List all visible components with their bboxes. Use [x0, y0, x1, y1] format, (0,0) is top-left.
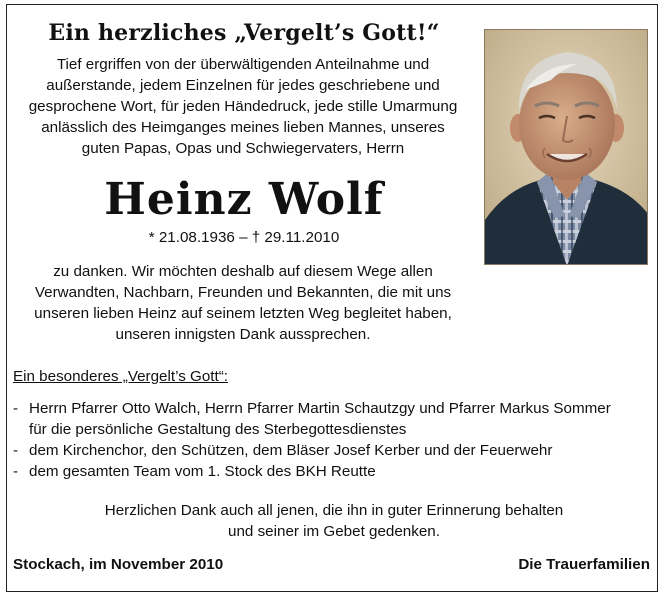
- thanks-paragraph: [12, 261, 474, 345]
- thanks-line: unseren lieben Heinz auf seinem letzten Weg begleitet haben,: [34, 305, 452, 322]
- list-dash: -: [13, 463, 19, 480]
- intro-paragraph: [12, 54, 474, 159]
- intro-line: gesprochene Wort, für jeden Händedruck, jede stille Umarmung: [28, 98, 458, 115]
- portrait-illustration: [485, 30, 648, 265]
- signature: Die Trauerfamilien: [518, 556, 650, 573]
- intro-line: anlässlich des Heimganges meines lieben Mannes, unseres: [41, 119, 445, 136]
- life-dates: * 21.08.1936 – † 29.11.2010: [148, 229, 340, 246]
- list-item: [13, 398, 653, 440]
- place-and-date: Stockach, im November 2010: [13, 556, 224, 573]
- portrait-photo: [484, 29, 648, 265]
- special-thanks-heading: Ein besonderes „Vergelt’s Gott“:: [13, 368, 228, 385]
- notice-title: Ein herzliches „Vergelt’s Gott!“: [48, 20, 440, 46]
- list-item-line: für die persönliche Gestaltung des Sterbegottesdienstes: [29, 421, 407, 438]
- thanks-line: zu danken. Wir möchten deshalb auf diesem Wege allen: [53, 263, 433, 280]
- list-item-line: dem Kirchenchor, den Schützen, dem Bläser Josef Kerber und der Feuerwehr: [29, 442, 553, 459]
- special-thanks-list: [13, 398, 653, 482]
- list-dash: -: [13, 400, 19, 417]
- closing-paragraph: [14, 500, 654, 542]
- list-dash: -: [13, 442, 19, 459]
- list-item-line: dem gesamten Team vom 1. Stock des BKH Reutte: [29, 463, 376, 480]
- closing-line: und seiner im Gebet gedenken.: [228, 523, 440, 540]
- thanks-line: Verwandten, Nachbarn, Freunden und Bekannten, die mit uns: [34, 284, 452, 301]
- thanks-line: unseren innigsten Dank aussprechen.: [115, 326, 371, 343]
- intro-line: außerstande, jedem Einzelnen für jedes geschriebene und: [46, 77, 440, 94]
- deceased-name: Heinz Wolf: [104, 174, 384, 225]
- intro-line: Tief ergriffen von der überwältigenden Anteilnahme und: [56, 56, 430, 73]
- list-item: [13, 461, 653, 482]
- list-item-line: Herrn Pfarrer Otto Walch, Herrn Pfarrer Martin Schautzgy und Pfarrer Markus Sommer: [29, 400, 611, 417]
- closing-line: Herzlichen Dank auch all jenen, die ihn in guter Erinnerung behalten: [104, 502, 564, 519]
- intro-line: guten Papas, Opas und Schwiegervaters, Herrn: [81, 140, 405, 157]
- list-item: [13, 440, 653, 461]
